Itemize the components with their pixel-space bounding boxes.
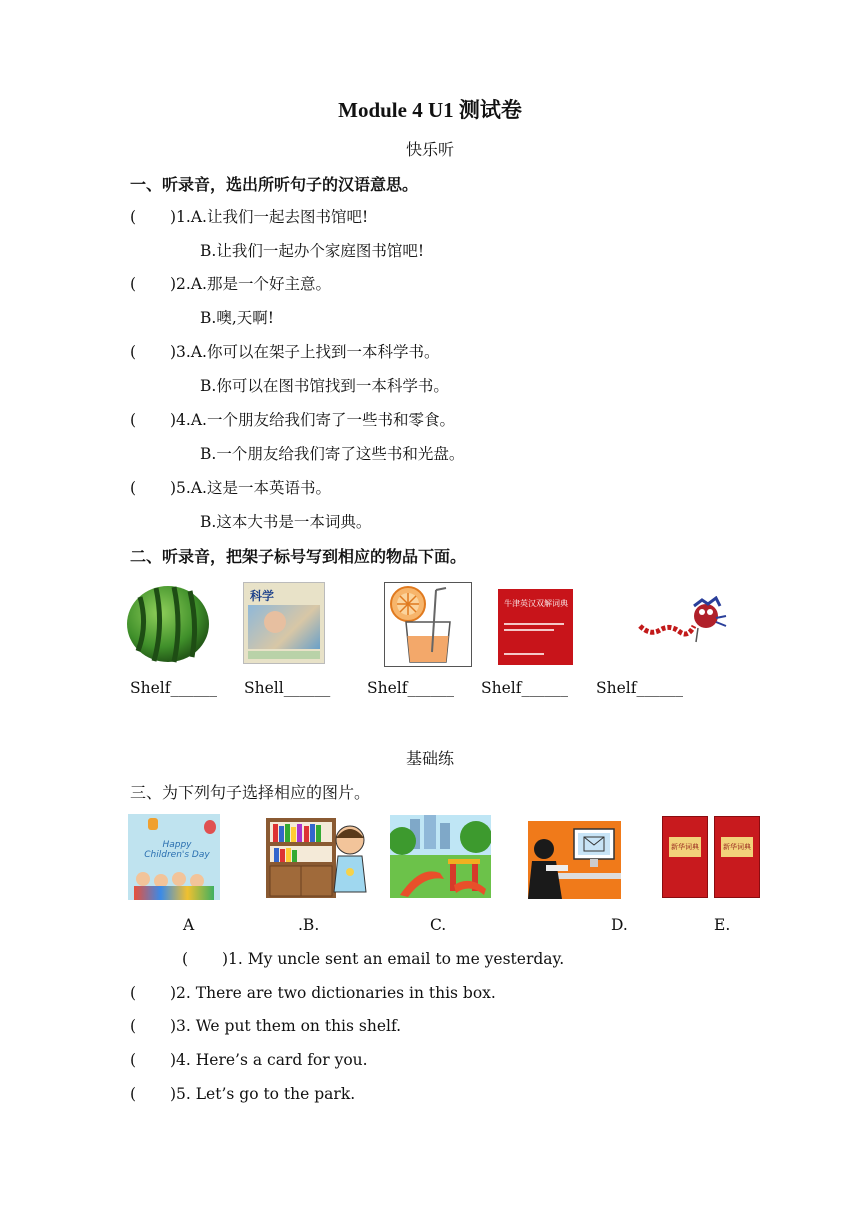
page-title: Module 4 U1 测试卷 xyxy=(338,98,522,122)
picture-label-c: C. xyxy=(430,916,447,934)
part3-sentence-4: ( )4. Here’s a card for you. xyxy=(130,1051,368,1069)
dictionary-box-label-1: 新华词典 xyxy=(669,837,701,857)
dictionary-image xyxy=(498,589,573,665)
watermelon-image xyxy=(126,585,210,663)
shelf-blank-2[interactable]: Shell______ xyxy=(244,679,331,697)
answer-paren[interactable]: ( xyxy=(130,984,137,1002)
answer-paren[interactable]: ( xyxy=(130,343,137,361)
part1-question-1: ( )1.A.让我们一起去图书馆吧! xyxy=(130,208,369,226)
shelf-blank-3[interactable]: Shelf______ xyxy=(367,679,454,697)
answer-paren[interactable]: ( xyxy=(130,275,137,293)
part3-sentence-2: ( )2. There are two dictionaries in this box. xyxy=(130,984,496,1002)
part1-question-5: ( )5.A.这是一本英语书。 xyxy=(130,479,331,497)
part1-option-4b: B.一个朋友给我们寄了这些书和光盘。 xyxy=(200,445,465,463)
section-basic-heading: 基础练 xyxy=(405,749,454,768)
part3-sentence-1: ( )1. My uncle sent an email to me yesterday. xyxy=(182,950,565,968)
answer-paren[interactable]: ( xyxy=(130,208,137,226)
part3-sentence-5: ( )5. Let’s go to the park. xyxy=(130,1085,356,1103)
book-cover-title: 科学 xyxy=(250,589,275,603)
part2-heading: 二、听录音，把架子标号写到相应的物品下面。 xyxy=(130,547,467,566)
shelf-blank-1[interactable]: Shelf______ xyxy=(130,679,217,697)
picture-label-b: .B. xyxy=(298,916,320,934)
part1-question-3: ( )3.A.你可以在架子上找到一本科学书。 xyxy=(130,343,440,361)
shelf-blank-5[interactable]: Shelf______ xyxy=(596,679,683,697)
part1-heading: 一、听录音，选出所听句子的汉语意思。 xyxy=(130,175,419,194)
two-dictionaries-image xyxy=(662,816,760,898)
answer-paren[interactable]: ( xyxy=(130,411,137,429)
answer-paren[interactable]: ( xyxy=(182,950,189,968)
dictionary-cover-title: 牛津英汉双解词典 xyxy=(504,599,568,608)
part3-heading: 三、为下列句子选择相应的图片。 xyxy=(130,783,371,802)
computer-email-image xyxy=(528,821,621,899)
childrens-day-card-image xyxy=(128,814,220,900)
part3-sentence-3: ( )3. We put them on this shelf. xyxy=(130,1017,402,1035)
part1-question-2: ( )2.A.那是一个好主意。 xyxy=(130,275,331,293)
picture-label-d: D. xyxy=(611,916,628,934)
answer-paren[interactable]: ( xyxy=(130,1051,137,1069)
dragon-toy-image xyxy=(636,596,728,646)
answer-paren[interactable]: ( xyxy=(130,479,137,497)
part1-option-1b: B.让我们一起办个家庭图书馆吧! xyxy=(200,242,425,260)
card-greeting: Happy Children's Day xyxy=(144,840,210,860)
park-image xyxy=(390,815,491,898)
bookshelf-girl-image xyxy=(264,816,368,900)
part1-option-3b: B.你可以在图书馆找到一本科学书。 xyxy=(200,377,449,395)
part1-question-4: ( )4.A.一个朋友给我们寄了一些书和零食。 xyxy=(130,411,455,429)
answer-paren[interactable]: ( xyxy=(130,1017,137,1035)
answer-paren[interactable]: ( xyxy=(130,1085,137,1103)
dictionary-box-label-2: 新华词典 xyxy=(721,837,753,857)
picture-label-a: A xyxy=(183,916,195,934)
science-book-image xyxy=(243,582,325,664)
picture-label-e: E. xyxy=(714,916,731,934)
shelf-blank-4[interactable]: Shelf______ xyxy=(481,679,568,697)
section-listen-heading: 快乐听 xyxy=(405,140,454,159)
juice-image xyxy=(384,582,472,667)
part1-option-2b: B.噢,天啊! xyxy=(200,309,274,327)
part1-option-5b: B.这本大书是一本词典。 xyxy=(200,513,372,531)
